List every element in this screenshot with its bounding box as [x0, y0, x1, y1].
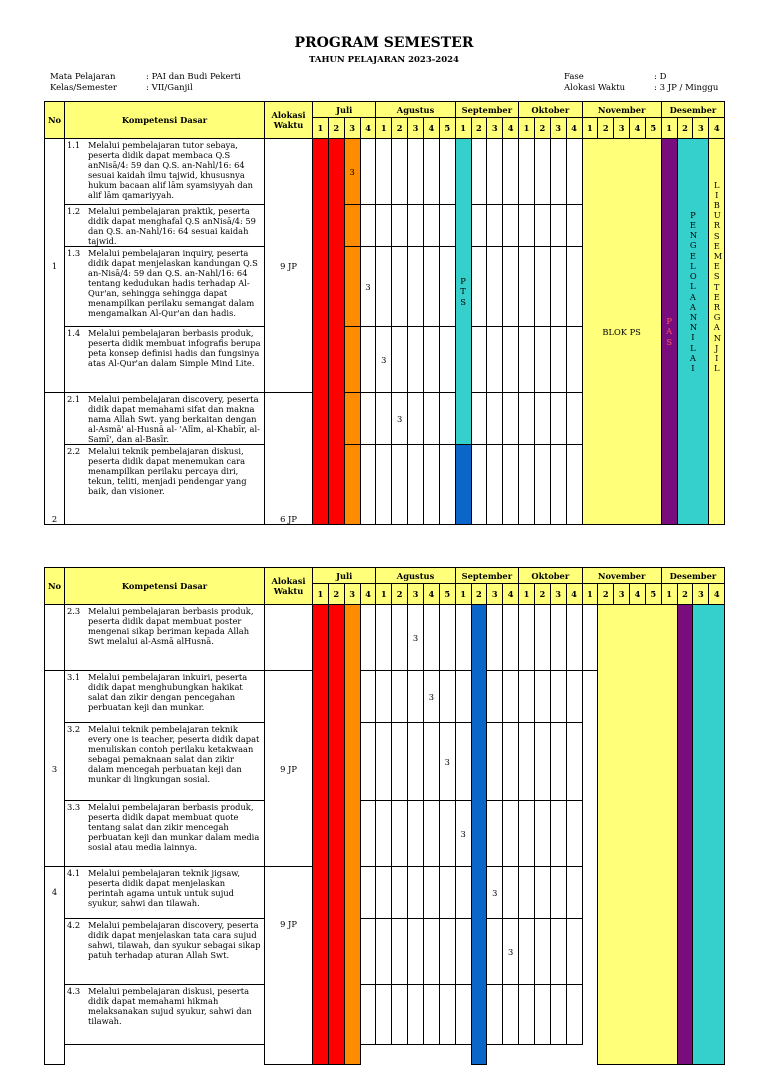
- pengelolaan-label: PENGELOLAAN NILAI: [689, 209, 698, 373]
- kd-number: 3.1: [67, 672, 81, 682]
- blok-ps-label: BLOK PS: [602, 326, 641, 337]
- blue-column: [471, 605, 487, 1065]
- pas-label: PAS: [666, 316, 673, 347]
- row-alokasi: 9 JP: [265, 671, 313, 867]
- month-november: November: [582, 568, 661, 584]
- week-mark: 3: [376, 327, 392, 393]
- week-cell: 4: [566, 118, 582, 139]
- week-cell: 3: [344, 584, 360, 605]
- week-cell: 4: [630, 584, 646, 605]
- kd-cell: [65, 393, 265, 445]
- col-kompetensi: Kompetensi Dasar: [65, 568, 265, 605]
- kd-cell: [65, 139, 265, 205]
- week-mark: 3: [423, 671, 439, 723]
- pts-column: [455, 139, 471, 445]
- week-cell: 3: [693, 584, 709, 605]
- kd-cell: [65, 205, 265, 247]
- kd-text: Melalui pembelajaran inquiry, peserta didik dapat menjelaskan kandungan Q.S an-Nisā/4: 59 dan Q.S. an-Nahl/16: 64 tentang kedudukan hadis terhadap Al-Qur'an, sehingga sehingga dapat menampilkan perilaku semangat dalam mengamalkan Al-Qur'an dan hadis.: [88, 248, 258, 318]
- kd-cell: [65, 247, 265, 327]
- kd-cell: [65, 605, 265, 671]
- week-cell: 1: [376, 118, 392, 139]
- month-oktober: Oktober: [519, 102, 582, 118]
- week-cell: 2: [598, 118, 614, 139]
- program-table: [44, 567, 725, 1065]
- week-cell: 4: [360, 584, 376, 605]
- col-no: No: [45, 102, 65, 139]
- kd-number: 2.1: [67, 394, 81, 404]
- week-cell: 1: [455, 584, 471, 605]
- pts-label: PTS: [460, 276, 466, 307]
- kd-number: 1.1: [67, 140, 81, 150]
- pengelolaan-nilai-block: [677, 139, 709, 525]
- col-kompetensi: Kompetensi Dasar: [65, 102, 265, 139]
- week-cell: 5: [439, 118, 455, 139]
- table-row: [45, 605, 725, 671]
- kd-number: 2.2: [67, 446, 81, 456]
- week-mark: 3: [455, 801, 471, 867]
- week-cell: 3: [693, 118, 709, 139]
- page-title: PROGRAM SEMESTER: [294, 35, 474, 51]
- blok-ps-block: [582, 139, 661, 525]
- kd-number: 4.3: [67, 986, 81, 996]
- kd-text: Melalui teknik pembelajaran diskusi, peserta didik dapat menemukan cara menampilkan perilaku percaya diri, tekun, teliti, menjadi pendengar yang baik, dan visioner.: [88, 446, 247, 496]
- week-cell: 5: [645, 584, 661, 605]
- program-table: [44, 101, 725, 525]
- week-mark: 3: [392, 393, 408, 445]
- week-cell: 4: [709, 584, 725, 605]
- kd-cell: [65, 867, 265, 919]
- libur-label: LIBUR SEMESTER GANJIL: [713, 179, 723, 374]
- week-cell: 3: [550, 118, 566, 139]
- month-agustus: Agustus: [376, 568, 455, 584]
- month-desember: Desember: [661, 568, 724, 584]
- week-cell: 3: [487, 584, 503, 605]
- month-oktober: Oktober: [519, 568, 582, 584]
- month-desember: Desember: [661, 102, 724, 118]
- week-cell: 1: [376, 584, 392, 605]
- kd-number: 4.2: [67, 920, 81, 930]
- libur-block: [709, 139, 725, 525]
- kd-text: Melalui pembelajaran berbasis produk, peserta didik dapat membuat quote tentang salat dan zikir mencegah perbuatan keji dan munkar dalam media sosial atau media lainnya.: [88, 802, 260, 852]
- week-cell: 1: [582, 118, 598, 139]
- kd-text: Melalui pembelajaran discovery, peserta didik dapat menjelaskan tata cara sujud sahwi, tilawah, dan syukur sebagai sikap patuh terhadap aturan Allah Swt.: [88, 920, 261, 960]
- page-subtitle: TAHUN PELAJARAN 2023-2024: [309, 55, 459, 65]
- kelas-value: : VII/Ganjil: [146, 82, 193, 93]
- month-september: September: [455, 102, 518, 118]
- week-mark: 3: [360, 247, 376, 327]
- meta-values-right: [654, 72, 718, 93]
- table-row: [45, 139, 725, 205]
- red-column: [313, 139, 329, 525]
- week-cell: 5: [645, 118, 661, 139]
- month-juli: Juli: [313, 102, 376, 118]
- week-cell: 3: [344, 118, 360, 139]
- col-alokasi: Alokasi Waktu: [265, 102, 313, 139]
- alokasi-value: : 3 JP / Minggu: [654, 82, 719, 93]
- row-alokasi: 6 JP: [265, 393, 313, 525]
- week-mark: 3: [344, 139, 360, 205]
- kd-number: 3.3: [67, 802, 81, 812]
- kd-cell: [65, 919, 265, 985]
- fase-value: : D: [654, 72, 667, 82]
- week-cell: 2: [598, 584, 614, 605]
- row-number: [45, 605, 65, 671]
- row-alokasi: 9 JP: [265, 867, 313, 1065]
- kd-number: 1.3: [67, 248, 81, 258]
- kd-number: 1.2: [67, 206, 81, 216]
- week-cell: 2: [328, 118, 344, 139]
- week-cell: 4: [630, 118, 646, 139]
- week-cell: 1: [661, 118, 677, 139]
- week-mark: 3: [487, 867, 503, 919]
- kd-text: Melalui teknik pembelajaran teknik every one is teacher, peserta didik dapat menuliskan contoh perilaku ketakwaan sebagai pemaknaan salat dan zikir dalam mencegah perbuatan keji dan munkar di lingkungan sosial.: [88, 724, 260, 784]
- kd-cell: [65, 723, 265, 801]
- week-cell: 1: [519, 118, 535, 139]
- kd-cell: [65, 671, 265, 723]
- kelas-label: Kelas/Semester: [50, 82, 117, 93]
- kd-cell: [65, 445, 265, 525]
- blok-ps-block: [598, 605, 677, 1065]
- week-cell: 3: [487, 118, 503, 139]
- week-cell: 3: [614, 584, 630, 605]
- blue-column: [455, 445, 471, 525]
- kd-text: Melalui pembelajaran diskusi, peserta didik dapat memahami hikmah melaksanakan sujud syukur, sahwi dan tilawah.: [88, 986, 252, 1026]
- week-cell: 4: [503, 584, 519, 605]
- fase-label: Fase: [564, 72, 584, 82]
- month-september: September: [455, 568, 518, 584]
- week-cell: 1: [313, 118, 329, 139]
- week-cell: 1: [582, 584, 598, 605]
- kd-text: Melalui pembelajaran praktik, peserta didik dapat menghafal Q.S anNisā/4: 59 dan Q.S. an-Nahl/16: 64 sesuai kaidah tajwid.: [88, 206, 256, 246]
- meta-values-left: [146, 72, 241, 93]
- kd-cell: [65, 801, 265, 867]
- week-cell: 4: [709, 118, 725, 139]
- mapel-label: Mata Pelajaran: [50, 72, 116, 82]
- pas-column: [677, 605, 693, 1065]
- week-cell: 2: [677, 584, 693, 605]
- week-mark: 3: [408, 605, 424, 671]
- red-column: [328, 605, 344, 1065]
- week-cell: 2: [677, 118, 693, 139]
- week-cell: 1: [313, 584, 329, 605]
- week-cell: 3: [408, 118, 424, 139]
- week-cell: 5: [439, 584, 455, 605]
- kd-number: 4.1: [67, 868, 81, 878]
- program-table-page-2: [44, 567, 724, 1024]
- row-alokasi: [265, 605, 313, 671]
- kd-number: 2.3: [67, 606, 81, 616]
- week-cell: 4: [566, 584, 582, 605]
- red-column: [313, 605, 329, 1065]
- meta-labels-right: [564, 72, 625, 93]
- row-number: 3: [45, 671, 65, 867]
- orange-column: [344, 605, 360, 1065]
- row-alokasi: 9 JP: [265, 139, 313, 393]
- week-cell: 1: [519, 584, 535, 605]
- kd-cell: [65, 327, 265, 393]
- kd-number: 3.2: [67, 724, 81, 734]
- program-table-page-1: [44, 101, 724, 524]
- kd-text: Melalui pembelajaran discovery, peserta didik dapat memahami sifat dan makna nama Allah Swt. yang berkaitan dengan al-Asmā' al-Husnā al- 'Alīm, al-Khabīr, al-Samī', dan al-Basīr.: [88, 394, 260, 444]
- col-alokasi: Alokasi Waktu: [265, 568, 313, 605]
- week-cell: 4: [503, 118, 519, 139]
- kd-text: Melalui pembelajaran berbasis produk, peserta didik membuat infografis berupa peta konsep definisi hadis dan fungsinya atas Al-Qur'an dalam Simple Mind Lite.: [88, 328, 261, 368]
- week-cell: 4: [423, 584, 439, 605]
- row-number: 1: [45, 139, 65, 393]
- mapel-value: : PAI dan Budi Pekerti: [146, 72, 241, 82]
- kd-cell: [65, 985, 265, 1045]
- week-cell: 1: [661, 584, 677, 605]
- month-agustus: Agustus: [376, 102, 455, 118]
- col-no: No: [45, 568, 65, 605]
- alokasi-label: Alokasi Waktu: [564, 82, 626, 93]
- week-cell: 1: [455, 118, 471, 139]
- week-mark: 3: [439, 723, 455, 801]
- week-cell: 3: [550, 584, 566, 605]
- week-cell: 2: [392, 118, 408, 139]
- week-cell: 3: [408, 584, 424, 605]
- week-cell: 2: [328, 584, 344, 605]
- red-column: [328, 139, 344, 525]
- meta-labels-left: [50, 72, 117, 93]
- month-juli: Juli: [313, 568, 376, 584]
- week-cell: 2: [471, 584, 487, 605]
- week-cell: 3: [614, 118, 630, 139]
- week-cell: 2: [534, 118, 550, 139]
- row-number: 2: [45, 393, 65, 525]
- week-cell: 4: [423, 118, 439, 139]
- pengelolaan-nilai-block: [693, 605, 725, 1065]
- kd-text: Melalui pembelajaran berbasis produk, peserta didik dapat membuat poster mengenai sikap beriman kepada Allah Swt melalui al-Asmā alHusnā.: [88, 606, 254, 646]
- kd-text: Melalui pembelajaran tutor sebaya, peserta didik dapat membaca Q.S anNisā/4: 59 dan Q.S. an-Nahl/16: 64 sesuai kaidah ilmu tajwid, khususnya hukum bacaan alif lām syamsiyyah dan alif lām qamariyyah.: [88, 140, 253, 200]
- week-cell: 2: [471, 118, 487, 139]
- kd-text: Melalui pembelajaran inkuiri, peserta didik dapat menghubungkan hakikat salat dan zikir dengan pencegahan perbuatan keji dan munkar.: [88, 672, 248, 712]
- pas-column: [661, 139, 677, 525]
- kd-number: 1.4: [67, 328, 81, 338]
- month-november: November: [582, 102, 661, 118]
- kd-text: Melalui pembelajaran teknik jigsaw, peserta didik dapat menjelaskan perintah agama untuk untuk sujud syukur, sahwi dan tilawah.: [88, 868, 241, 908]
- week-cell: 2: [534, 584, 550, 605]
- week-cell: 2: [392, 584, 408, 605]
- row-number: 4: [45, 867, 65, 1065]
- week-cell: 4: [360, 118, 376, 139]
- week-mark: 3: [503, 919, 519, 985]
